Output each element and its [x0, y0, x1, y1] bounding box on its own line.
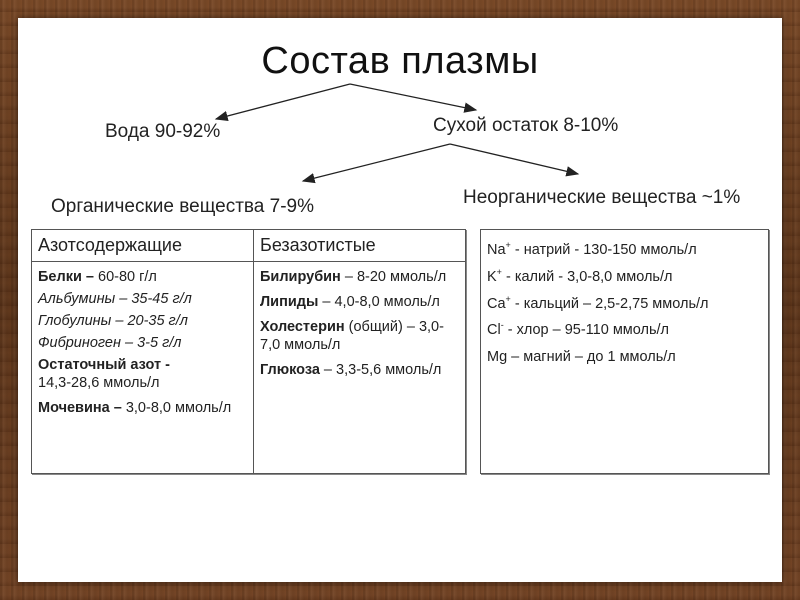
arrow-to-inorganic [450, 144, 578, 174]
organic-label: Органические вещества 7-9% [51, 196, 314, 217]
list-item: Остаточный азот - 14,3-28,6 ммоль/л [38, 356, 170, 391]
organic-table [31, 229, 466, 474]
item-name: Холестерин [260, 318, 345, 335]
list-item: Липиды – 4,0-8,0 ммоль/л [260, 293, 440, 310]
nitrogenous-column [32, 261, 254, 473]
list-item: Мочевина – 3,0-8,0 ммоль/л [38, 399, 232, 416]
item-name: Остаточный азот [38, 356, 162, 373]
item-name: Глобулины [38, 312, 112, 329]
header-nitrogenous: Азотсодержащие [32, 230, 254, 261]
item-value: 3-5 г/л [137, 334, 182, 351]
list-item: Na+ - натрий - 130-150 ммоль/л [487, 240, 697, 258]
page-title: Состав плазмы [261, 40, 539, 82]
list-item: Mg – магний – до 1 ммоль/л [487, 349, 676, 366]
dry-residue-label: Сухой остаток 8-10% [433, 115, 619, 136]
item-value: 8-20 ммоль/л [356, 268, 447, 285]
item-value: 4,0-8,0 ммоль/л [334, 293, 440, 310]
water-label: Вода 90-92% [105, 121, 221, 142]
item-name: Глюкоза [260, 361, 320, 378]
arrow-to-water [216, 84, 350, 119]
item-name: Мочевина [38, 399, 110, 416]
item-name: Билирубин [260, 268, 341, 285]
item-value: 3,0-7,0 ммоль/л [260, 318, 444, 353]
item-value: 35-45 г/л [131, 290, 192, 307]
list-item: Глюкоза – 3,3-5,6 ммоль/л [260, 361, 442, 378]
arrow-to-dry-residue [350, 84, 476, 110]
list-item: Ca+ - кальций – 2,5-2,75 ммоль/л [487, 293, 709, 312]
item-value: 60-80 г/л [98, 268, 157, 285]
non-nitrogenous-column [254, 261, 466, 473]
list-item: Глобулины – 20-35 г/л [38, 312, 188, 329]
item-value: 20-35 г/л [127, 312, 188, 329]
list-item: Альбумины – 35-45 г/л [38, 290, 192, 307]
item-value: 3,0-8,0 ммоль/л [125, 399, 232, 416]
list-item: Холестерин (общий) – 3,0-7,0 ммоль/л [260, 318, 444, 353]
list-item: Белки – 60-80 г/л [38, 268, 157, 285]
item-value: 3,3-5,6 ммоль/л [336, 361, 442, 378]
item-name: Липиды [260, 293, 319, 310]
item-value: 14,3-28,6 ммоль/л [38, 374, 160, 391]
header-non-nitrogenous: Безазотистые [254, 230, 466, 261]
item-name: Альбумины [38, 290, 116, 307]
arrow-to-organic [303, 144, 450, 181]
slide [18, 18, 782, 582]
list-item: Билирубин – 8-20 ммоль/л [260, 268, 447, 285]
inorganic-label: Неорганические вещества ~1% [463, 187, 741, 208]
list-item: Фибриноген – 3-5 г/л [38, 334, 182, 351]
list-item: K+ - калий - 3,0-8,0 ммоль/л [487, 266, 673, 285]
item-name: Фибриноген [38, 334, 121, 351]
inorganic-list [480, 229, 769, 474]
item-name: Белки [38, 268, 82, 285]
list-item: Cl- - хлор – 95-110 ммоль/л [487, 320, 670, 339]
